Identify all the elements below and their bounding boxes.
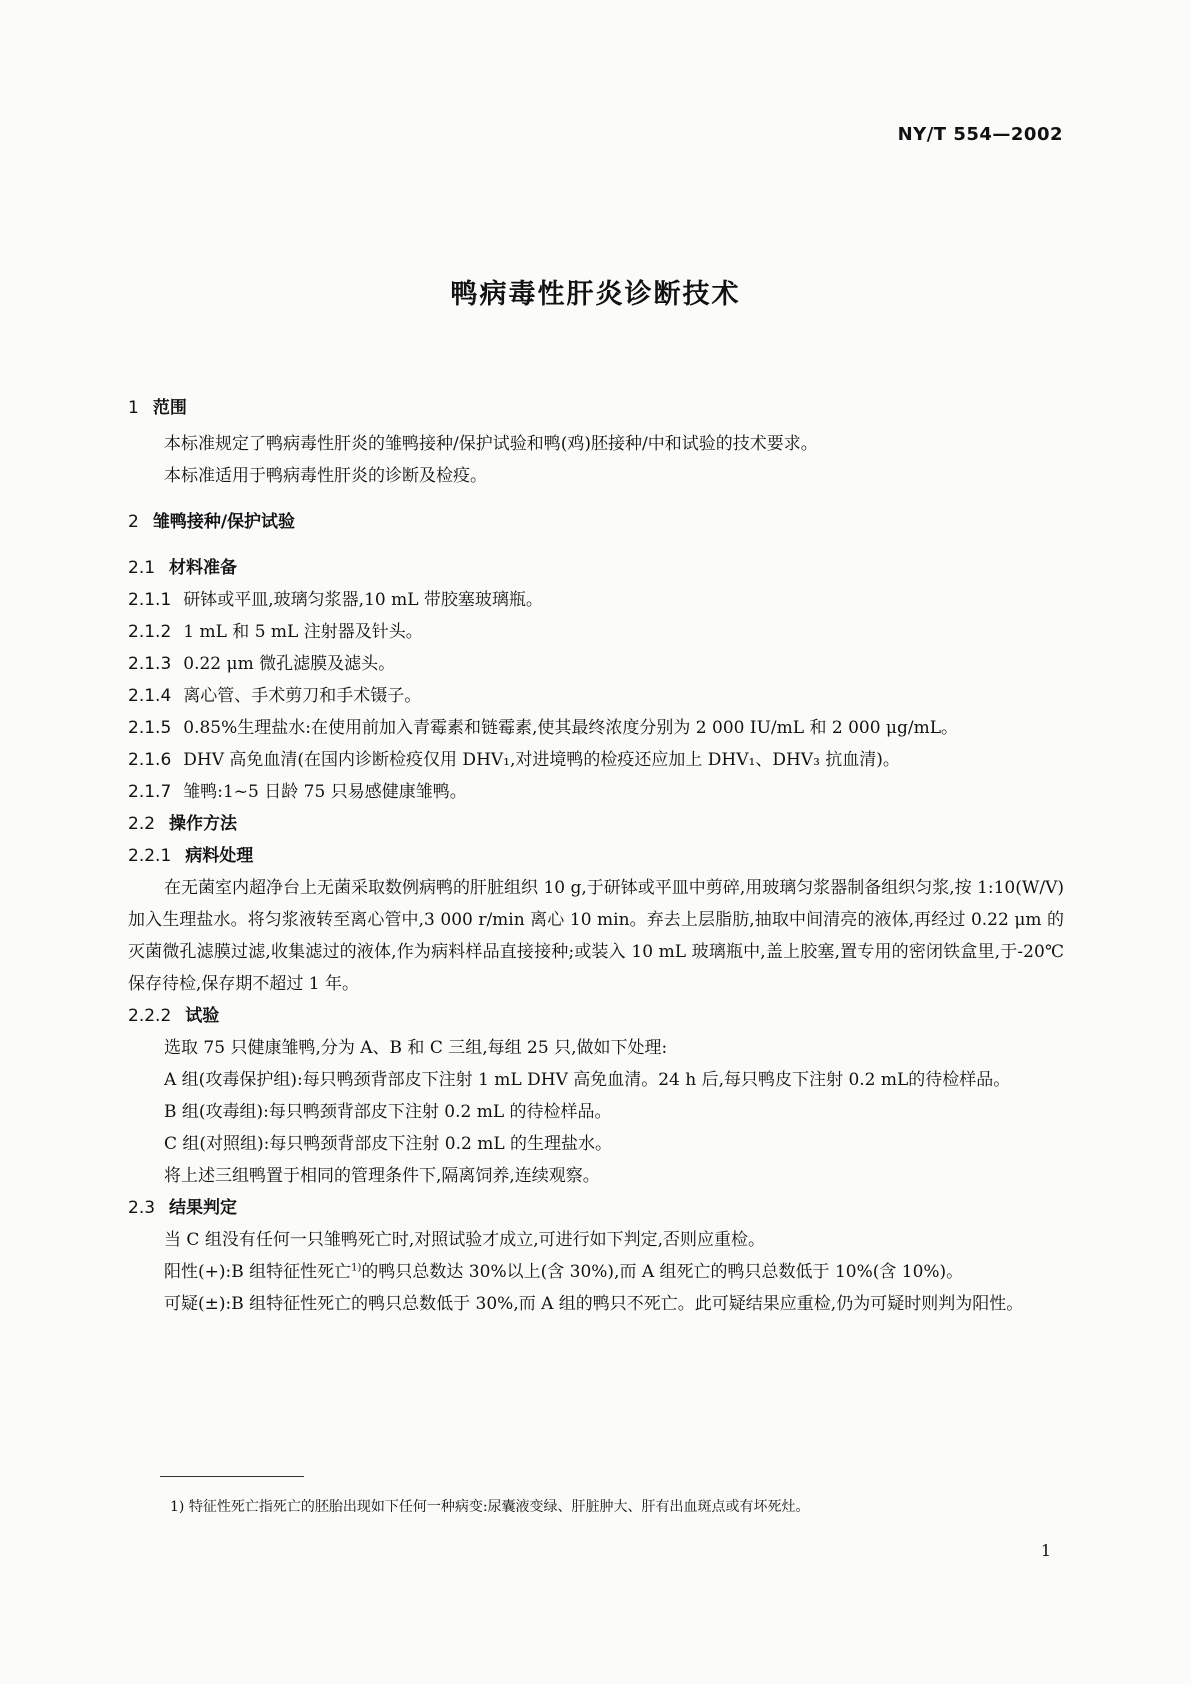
footnote: 1) 特征性死亡指死亡的胚胎出现如下任何一种病变:尿囊液变绿、肝脏肿大、肝有出血斑点或有坏死灶。: [170, 1499, 810, 1515]
list-item: [128, 744, 1064, 776]
list-item: [128, 648, 1064, 680]
item-number: 2.1.1: [128, 590, 172, 610]
text-run: 的鸭只总数达 30%以上(含 30%),而 A 组死亡的鸭只总数低于 10%(含 10%)。: [361, 1262, 964, 1282]
section-number: 2.1: [128, 558, 156, 578]
paragraph: B 组(攻毒组):每只鸭颈背部皮下注射 0.2 mL 的待检样品。: [164, 1102, 612, 1122]
text-run: 阳性(+):B 组特征性死亡: [164, 1262, 352, 1282]
item-text: 1 mL 和 5 mL 注射器及针头。: [183, 622, 423, 642]
paragraph: 在无菌室内超净台上无菌采取数例病鸭的肝脏组织 10 g,于研钵或平皿中剪碎,用玻璃匀浆器制备组织匀浆,按 1:10(W/V)加入生理盐水。将匀浆液转至离心管中,3 000 r/min 离心 10 min。弃去上层脂肪,抽取中间清亮的液体,再经过 0.22 μm 的灭菌微孔滤膜过滤,收集滤过的液体,作为病料样品直接接种;或装入 10 mL 玻璃瓶中,盖上胶塞,置专用的密闭铁盒里,于-20℃保存待检,保存期不超过 1 年。: [128, 878, 1064, 994]
item-number: 2.1.2: [128, 622, 172, 642]
section-2-2-1-heading: [128, 840, 1064, 872]
footnote-rule: [160, 1476, 304, 1477]
section-1-heading: [128, 392, 1064, 424]
paragraph: 可疑(±):B 组特征性死亡的鸭只总数低于 30%,而 A 组的鸭只不死亡。此可疑结果应重检,仍为可疑时则判为阳性。: [164, 1294, 1024, 1314]
item-text: DHV 高免血清(在国内诊断检疫仅用 DHV₁,对进境鸭的检疫还应加上 DHV₁、DHV₃ 抗血清)。: [183, 750, 900, 770]
section-number: 2.2.1: [128, 846, 172, 866]
paragraph: [128, 1256, 1064, 1288]
footnote-ref: 1): [351, 1262, 362, 1274]
item-text: 研钵或平皿,玻璃匀浆器,10 mL 带胶塞玻璃瓶。: [183, 590, 543, 610]
section-title: 材料准备: [169, 558, 238, 578]
item-number: 2.1.3: [128, 654, 172, 674]
section-number: 2.3: [128, 1198, 156, 1218]
section-title: 操作方法: [169, 814, 238, 834]
paragraph: 当 C 组没有任何一只雏鸭死亡时,对照试验才成立,可进行如下判定,否则应重检。: [164, 1230, 766, 1250]
document-title: 鸭病毒性肝炎诊断技术: [450, 279, 741, 310]
item-number: 2.1.7: [128, 782, 172, 802]
section-title: 结果判定: [169, 1198, 238, 1218]
paragraph: A 组(攻毒保护组):每只鸭颈背部皮下注射 1 mL DHV 高免血清。24 h 后,每只鸭皮下注射 0.2 mL的待检样品。: [164, 1070, 1011, 1090]
section-2-heading: [128, 506, 1064, 538]
list-item: [128, 680, 1064, 712]
list-item: [128, 776, 1064, 808]
standard-code: NY/T 554—2002: [897, 124, 1063, 145]
page-number: 1: [1040, 1541, 1051, 1560]
item-text: 离心管、手术剪刀和手术镊子。: [183, 686, 422, 706]
section-number: 2.2: [128, 814, 156, 834]
item-text: 雏鸭:1~5 日龄 75 只易感健康雏鸭。: [183, 782, 467, 802]
list-item: [128, 712, 1064, 744]
section-number: 2.2.2: [128, 1006, 172, 1026]
item-number: 2.1.5: [128, 718, 172, 738]
paragraph: C 组(对照组):每只鸭颈背部皮下注射 0.2 mL 的生理盐水。: [164, 1134, 613, 1154]
paragraph: 本标准适用于鸭病毒性肝炎的诊断及检疫。: [164, 466, 487, 486]
section-2-1-heading: [128, 552, 1064, 584]
item-text: 0.85%生理盐水:在使用前加入青霉素和链霉素,使其最终浓度分别为 2 000 IU/mL 和 2 000 μg/mL。: [183, 718, 959, 738]
item-text: 0.22 μm 微孔滤膜及滤头。: [183, 654, 396, 674]
section-2-2-heading: [128, 808, 1064, 840]
item-number: 2.1.6: [128, 750, 172, 770]
section-title: 雏鸭接种/保护试验: [152, 512, 296, 532]
paragraph: 将上述三组鸭置于相同的管理条件下,隔离饲养,连续观察。: [164, 1166, 600, 1186]
document-body: [128, 392, 1064, 1320]
paragraph: 本标准规定了鸭病毒性肝炎的雏鸭接种/保护试验和鸭(鸡)胚接种/中和试验的技术要求。: [164, 434, 818, 454]
section-2-3-heading: [128, 1192, 1064, 1224]
section-number: 1: [128, 398, 139, 418]
section-title: 试验: [185, 1006, 220, 1026]
paragraph: 选取 75 只健康雏鸭,分为 A、B 和 C 三组,每组 25 只,做如下处理:: [164, 1038, 668, 1058]
section-2-2-2-heading: [128, 1000, 1064, 1032]
section-title: 病料处理: [185, 846, 254, 866]
section-number: 2: [128, 512, 139, 532]
list-item: [128, 584, 1064, 616]
item-number: 2.1.4: [128, 686, 172, 706]
list-item: [128, 616, 1064, 648]
section-title: 范围: [152, 398, 187, 418]
